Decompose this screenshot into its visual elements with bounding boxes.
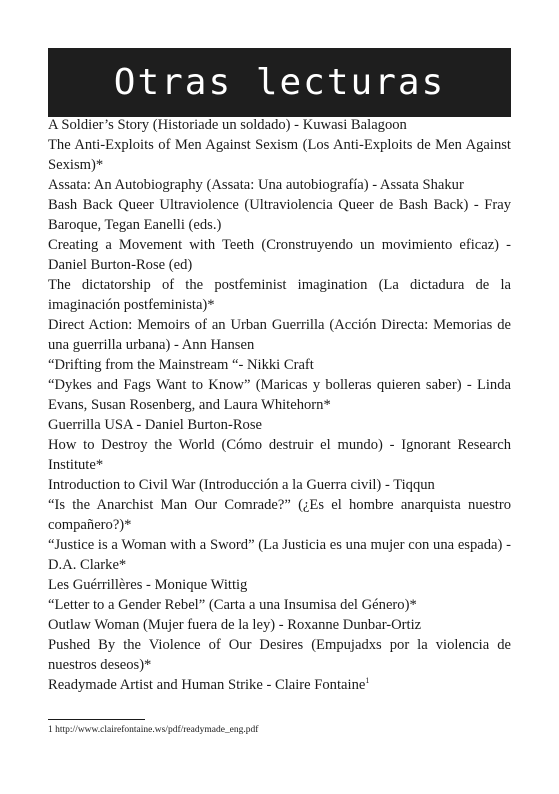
list-item: Pushed By the Violence of Our Desires (Empujadxs por la violencia de nuestros deseos)* [48,637,511,673]
reading-list [48,115,511,695]
list-item: Bash Back Queer Ultraviolence (Ultraviolencia Queer de Bash Back) - Fray Baroque, Tegan Eanelli (eds.) [48,197,511,233]
list-item: How to Destroy the World (Cómo destruir el mundo) - Ignorant Research Institute* [48,437,511,473]
footnote-marker: 1 [365,676,370,686]
list-item: Creating a Movement with Teeth (Cronstruyendo un movimiento eficaz) - Daniel Burton-Rose (ed) [48,237,511,273]
footnote-divider [48,719,145,720]
list-item-last [48,675,511,695]
title-banner [48,48,511,117]
list-item: “Justice is a Woman with a Sword” (La Justicia es una mujer con una espada) - D.A. Clarke* [48,537,511,573]
list-item: “Is the Anarchist Man Our Comrade?” (¿Es el hombre anarquista nuestro compañero?)* [48,497,511,533]
list-item: The Anti-Exploits of Men Against Sexism (Los Anti-Exploits de Men Against Sexism)* [48,137,511,173]
list-item: A Soldier’s Story (Historiade un soldado) - Kuwasi Balagoon [48,117,407,133]
list-item: Assata: An Autobiography (Assata: Una autobiografía) - Assata Shakur [48,177,464,193]
list-item: “Dykes and Fags Want to Know” (Maricas y bolleras quieren saber) - Linda Evans, Susan Rosenberg, and Laura Whitehorn* [48,377,511,413]
list-item: Guerrilla USA - Daniel Burton-Rose [48,417,263,433]
list-item: Les Guérrillères - Monique Wittig [48,577,248,593]
list-item: Direct Action: Memoirs of an Urban Guerrilla (Acción Directa: Memorias de una guerrilla urbana) - Ann Hansen [48,317,511,353]
page-title: Otras lecturas [113,62,446,103]
list-item: “Letter to a Gender Rebel” (Carta a una Insumisa del Género)* [48,597,417,613]
list-item: Outlaw Woman (Mujer fuera de la ley) - Roxanne Dunbar-Ortiz [48,617,422,633]
list-item: “Drifting from the Mainstream “- Nikki Craft [48,357,314,373]
list-item-text: Readymade Artist and Human Strike - Claire Fontaine [48,677,366,693]
list-item: The dictatorship of the postfeminist imagination (La dictadura de la imaginación postfeminista)* [48,277,511,313]
list-item: Introduction to Civil War (Introducción a la Guerra civil) - Tiqqun [48,477,435,493]
footnote: 1 http://www.clairefontaine.ws/pdf/readymade_eng.pdf [48,725,259,735]
